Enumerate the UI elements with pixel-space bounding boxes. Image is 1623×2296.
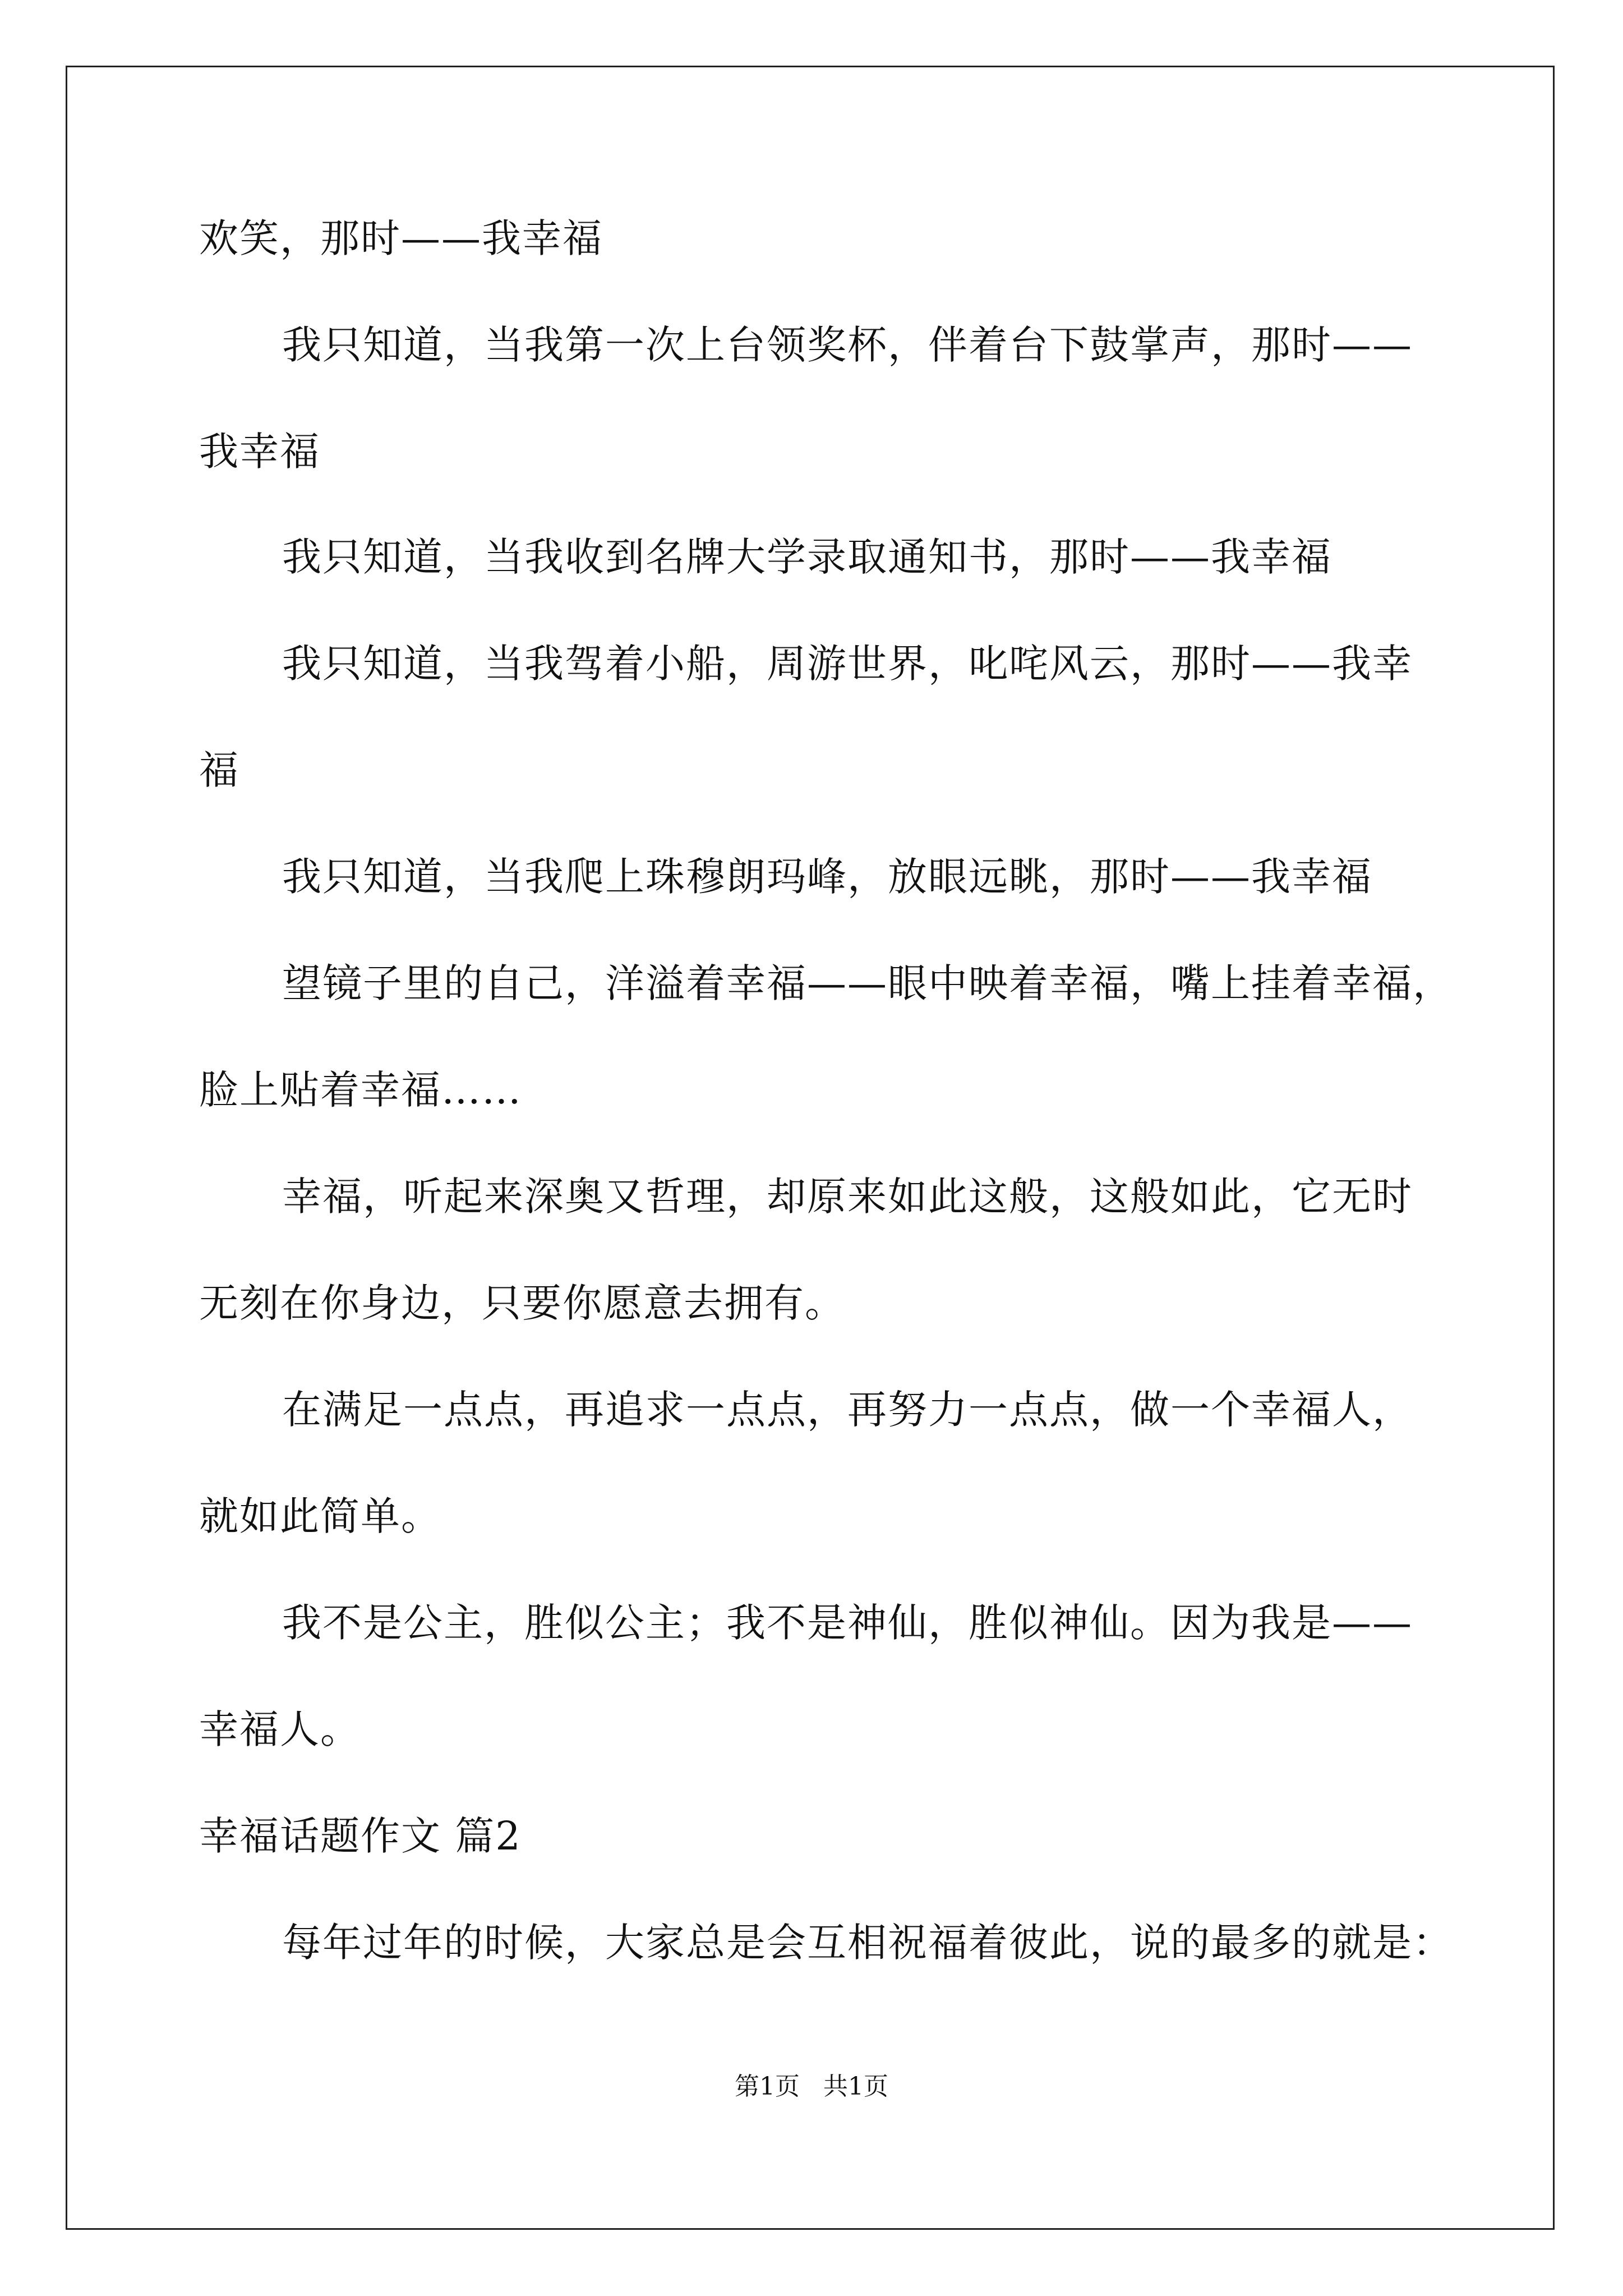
text-line: 我幸福 xyxy=(199,429,320,475)
text-line: 我只知道，当我驾着小船，周游世界，叱咤风云，那时——我幸 xyxy=(282,641,1413,687)
text-line: 福 xyxy=(199,747,239,793)
page-frame xyxy=(66,66,1555,2230)
page-footer: 第1页 共1页 xyxy=(735,2072,888,2101)
text-line: 在满足一点点，再追求一点点，再努力一点点，做一个幸福人， xyxy=(282,1387,1413,1433)
text-line: 每年过年的时候，大家总是会互相祝福着彼此，说的最多的就是： xyxy=(282,1920,1453,1966)
text-line: 我不是公主，胜似公主；我不是神仙，胜似神仙。因为我是—— xyxy=(282,1600,1413,1646)
text-line: 我只知道，当我收到名牌大学录取通知书，那时——我幸福 xyxy=(282,534,1332,580)
section-heading: 幸福话题作文 篇2 xyxy=(199,1813,522,1859)
text-line: 幸福，听起来深奥又哲理，却原来如此这般，这般如此，它无时 xyxy=(282,1174,1413,1220)
text-line: 脸上贴着幸福…… xyxy=(199,1067,522,1113)
text-line: 望镜子里的自己，洋溢着幸福——眼中映着幸福，嘴上挂着幸福， xyxy=(282,960,1453,1006)
text-line: 无刻在你身边，只要你愿意去拥有。 xyxy=(199,1280,845,1326)
text-line: 我只知道，当我爬上珠穆朗玛峰，放眼远眺，那时——我幸福 xyxy=(282,854,1372,900)
text-line: 就如此简单。 xyxy=(199,1493,441,1539)
text-line: 我只知道，当我第一次上台领奖杯，伴着台下鼓掌声，那时—— xyxy=(282,322,1413,368)
text-line: 幸福人。 xyxy=(199,1706,361,1752)
text-line: 欢笑，那时——我幸福 xyxy=(199,215,603,261)
